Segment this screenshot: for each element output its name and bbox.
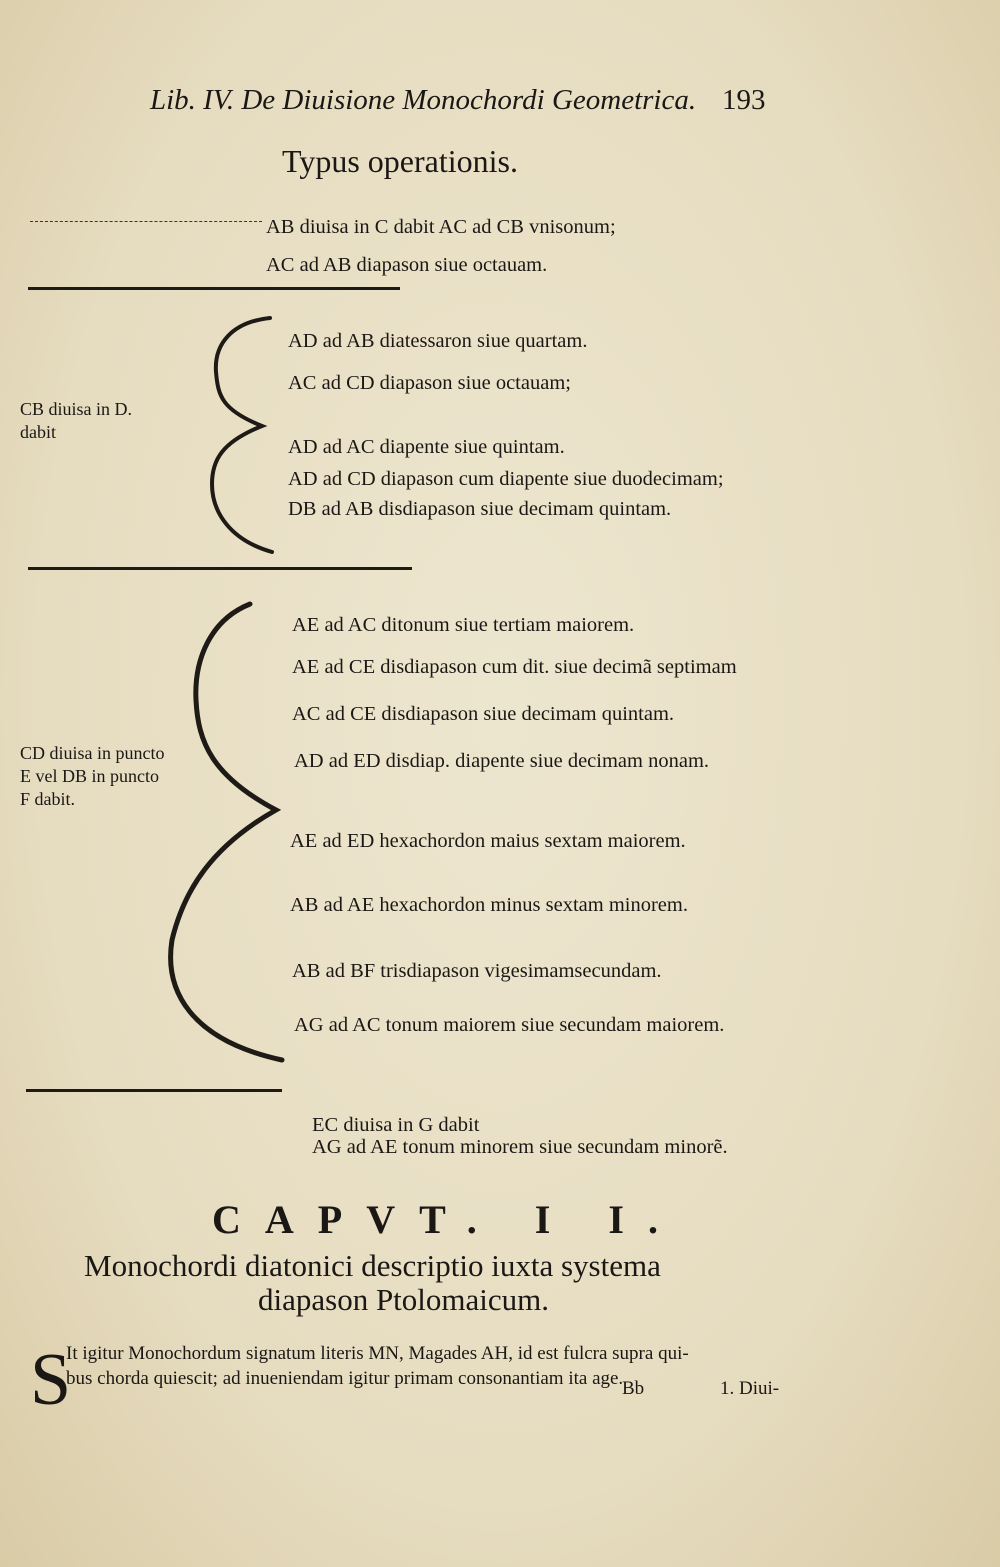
- section2-line-3: AD ad AC diapente siue quintam.: [288, 436, 565, 458]
- section3-line-6: AB ad AE hexachordon minus sextam minorem.: [290, 894, 688, 916]
- section3-line-1: AE ad AC ditonum siue tertiam maiorem.: [292, 614, 635, 636]
- section1-line-2: AC ad AB diapason siue octauam.: [266, 254, 548, 276]
- section1-line-1: AB diuisa in C dabit AC ad CB vnisonum;: [266, 216, 616, 238]
- catchword: 1. Diui-: [720, 1378, 780, 1399]
- section2-line-1: AD ad AB diatessaron siue quartam.: [288, 330, 588, 352]
- section2-line-2: AC ad CD diapason siue octauam;: [288, 372, 571, 394]
- section2-line-5: DB ad AB disdiapason siue decimam quintam.: [288, 498, 672, 520]
- section2-line-4: AD ad CD diapason cum diapente siue duodecimam;: [288, 468, 724, 490]
- section2-side-label: CB diuisa in D. dabit: [20, 399, 133, 442]
- section3-line-3: AC ad CE disdiapason siue decimam quintam.: [292, 703, 675, 725]
- section3-line-8: AG ad AC tonum maiorem siue secundam maiorem.: [294, 1014, 725, 1036]
- chapter-heading: CAPVT. I I.: [212, 1197, 682, 1242]
- running-title: Lib. IV. De Diuisione Monochordi Geometrica.: [150, 84, 697, 116]
- brace-section3: [171, 604, 282, 1060]
- chapter-subtitle-line-2: diapason Ptolomaicum.: [258, 1282, 550, 1317]
- paragraph-line-2: bus chorda quiescit; ad inueniendam igitur primam consonantiam ita age.: [66, 1368, 624, 1389]
- section4-line-2: AG ad AE tonum minorem siue secundam minorẽ.: [312, 1136, 728, 1158]
- section3-line-2: AE ad CE disdiapason cum dit. siue decimã septimam: [292, 656, 737, 678]
- section4-line-1: EC diuisa in G dabit: [312, 1114, 480, 1136]
- section3-side-label: CD diuisa in puncto E vel DB in puncto F dabit.: [20, 743, 165, 809]
- typus-title: Typus operationis.: [282, 143, 518, 179]
- paragraph-line-1: It igitur Monochordum signatum literis MN, Magades AH, id est fulcra supra qui-: [66, 1343, 689, 1364]
- chapter-subtitle-line-1: Monochordi diatonici descriptio iuxta systema: [84, 1248, 661, 1283]
- drop-cap: S: [30, 1339, 72, 1421]
- page-number: 193: [722, 84, 766, 116]
- signature-mark: Bb: [622, 1378, 645, 1399]
- brace-section2: [212, 318, 272, 552]
- section3-line-7: AB ad BF trisdiapason vigesimamsecundam.: [292, 960, 662, 982]
- section3-line-5: AE ad ED hexachordon maius sextam maiorem.: [290, 830, 686, 852]
- section3-line-4: AD ad ED disdiap. diapente siue decimam nonam.: [294, 750, 710, 772]
